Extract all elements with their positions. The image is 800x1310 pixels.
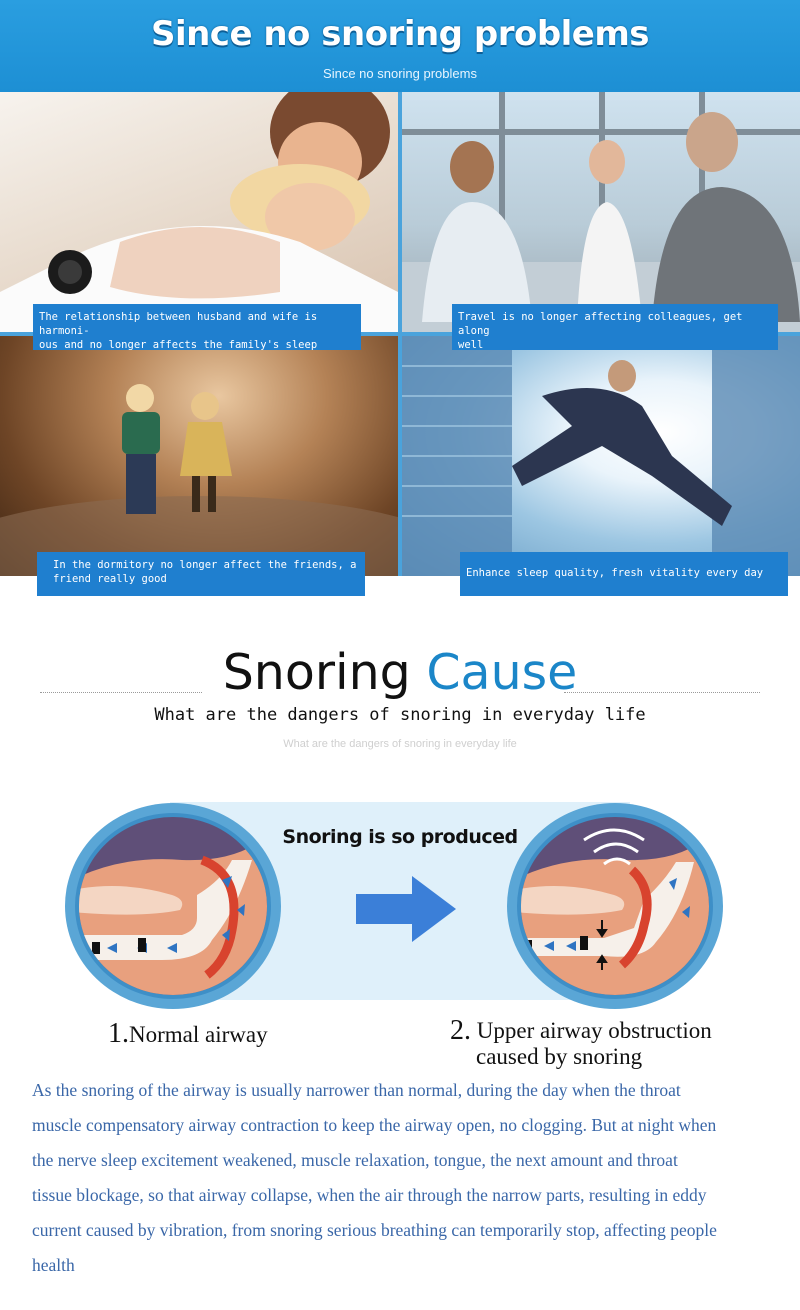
photo-colleagues-meeting <box>402 92 800 332</box>
step2-number: 2. <box>450 1015 471 1046</box>
photo-children-walking <box>0 336 398 576</box>
caption-colleagues <box>452 304 778 350</box>
paragraph-line: muscle compensatory airway contraction to keep the airway open, no clogging. But at night when <box>32 1115 717 1135</box>
diagram-label: Snoring is so produced <box>282 826 518 848</box>
photo-couple-sleeping <box>0 92 398 332</box>
section-title-word2: Cause <box>426 644 578 701</box>
caption-couple-line2: ous and no longer affects the family's sleep <box>39 339 318 351</box>
normal-airway-illustration <box>62 800 284 1012</box>
paragraph-line: health <box>32 1255 75 1275</box>
section-title-word1: Snoring <box>222 644 411 701</box>
section-subtitle-faint: What are the dangers of snoring in everyday life <box>283 738 517 750</box>
caption-dormitory-line2: friend really good <box>53 573 167 585</box>
caption-vitality-line1: Enhance sleep quality, fresh vitality every day <box>466 567 764 579</box>
paragraph-line: current caused by vibration, from snoring serious breathing can temporarily stop, affecting people <box>32 1220 717 1240</box>
paragraph-line: tissue blockage, so that airway collapse, when the air through the narrow parts, resulting in eddy <box>32 1185 707 1205</box>
caption-colleagues-line2: well <box>458 339 484 351</box>
arrow-right-icon <box>356 876 456 942</box>
banner-subtitle: Since no snoring problems <box>323 66 477 81</box>
step1-number: 1. <box>108 1018 129 1049</box>
step2-label <box>450 1015 712 1069</box>
dotted-rule-left <box>40 692 202 693</box>
step1-text: Normal airway <box>129 1022 268 1047</box>
caption-dormitory <box>37 552 365 596</box>
step1-label <box>108 1018 268 1050</box>
photo-man-leaping <box>402 336 800 576</box>
step2-line1: Upper airway obstruction <box>476 1018 712 1043</box>
explanation-paragraph <box>32 1073 772 1283</box>
step2-line2: caused by snoring <box>476 1044 643 1069</box>
dotted-rule-right <box>564 692 760 693</box>
banner-title: Since no snoring problems <box>150 14 650 54</box>
paragraph-line: As the snoring of the airway is usually narrower than normal, during the day when the throat <box>32 1080 681 1100</box>
top-banner <box>0 0 800 92</box>
paragraph-line: the nerve sleep excitement weakened, muscle relaxation, tongue, the next amount and throat <box>32 1150 678 1170</box>
section-subtitle: What are the dangers of snoring in everyday life <box>154 705 646 725</box>
caption-colleagues-line1: Travel is no longer affecting colleagues, get along <box>458 311 743 337</box>
caption-dormitory-line1: In the dormitory no longer affect the friends, a <box>53 559 357 571</box>
caption-vitality <box>460 552 788 596</box>
caption-couple-line1: The relationship between husband and wife is harmoni- <box>39 311 318 337</box>
caption-couple <box>33 304 361 350</box>
section-title <box>0 640 800 706</box>
obstructed-airway-illustration <box>504 800 726 1012</box>
